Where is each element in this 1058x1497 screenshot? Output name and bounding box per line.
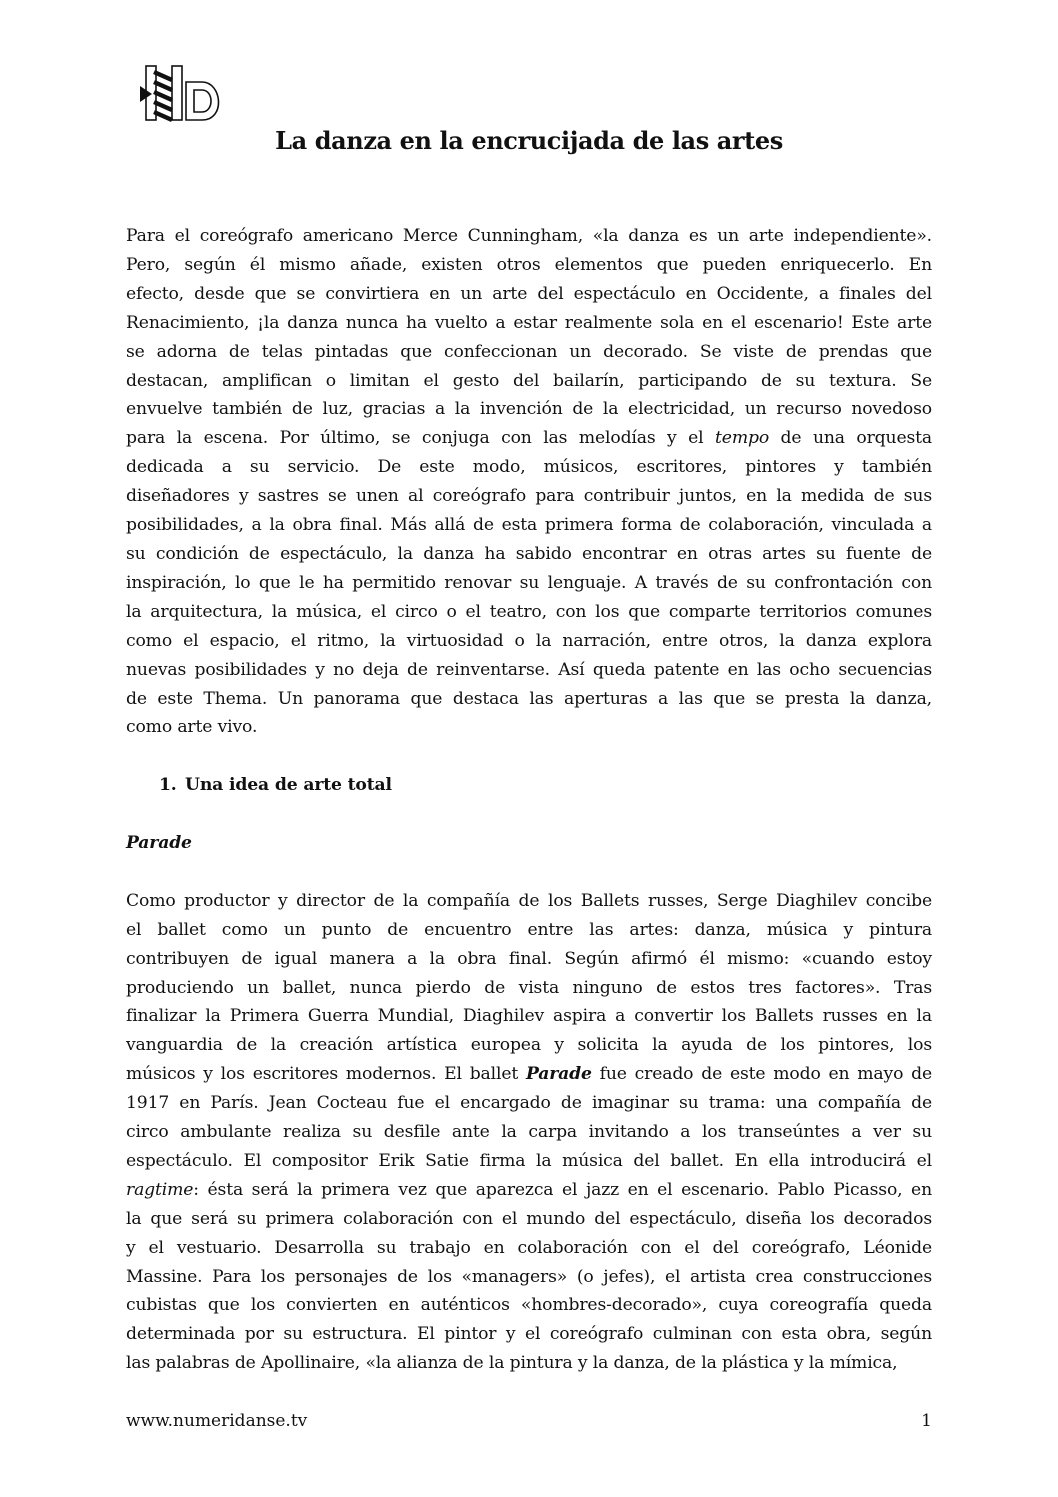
numeridanse-logo [138,62,228,124]
text-line: músicos y los escritores modernos. El ballet Parade fue creado de este modo en mayo de [126,1064,932,1085]
intro-paragraph [126,222,932,742]
text-line: y el vestuario. Desarrolla su trabajo en colaboración con el del coreógrafo, Léonide [126,1237,932,1258]
text-line: inspiración, lo que le ha permitido renovar su lenguaje. A través de su confrontación con [126,572,932,593]
text-line: destacan, amplifican o limitan el gesto del bailarín, participando de su textura. Se [126,370,932,391]
text-line: circo ambulante realiza su desfile ante la carpa invitando a los transeúntes a ver su [126,1122,932,1143]
text-line: la que será su primera colaboración con el mundo del espectáculo, diseña los decorados [126,1208,932,1229]
text-line: posibilidades, a la obra final. Más allá de esta primera forma de colaboración, vinculada a [126,515,932,536]
text-line: contribuyen de igual manera a la obra final. Según afirmó él mismo: «cuando estoy [126,948,932,969]
text-line: Para el coreógrafo americano Merce Cunningham, «la danza es un arte independiente». [126,226,932,246]
document-body [126,222,932,1378]
text-line: espectáculo. El compositor Erik Satie firma la música del ballet. En ella introducirá el [126,1150,932,1171]
text-line: nuevas posibilidades y no deja de reinventarse. Así queda patente en las ocho secuencias [126,659,932,680]
text-line: diseñadores y sastres se unen al coreógrafo para contribuir juntos, en la medida de sus [126,486,932,507]
text-line: Renacimiento, ¡la danza nunca ha vuelto a estar realmente sola en el escenario! Este arte [126,312,932,333]
text-line: el ballet como un punto de encuentro entre las artes: danza, música y pintura [126,919,932,940]
text-line: Massine. Para los personajes de los «managers» (o jefes), el artista crea construcciones [126,1266,932,1287]
text-line: Como productor y director de la compañía de los Ballets russes, Serge Diaghilev concibe [126,890,932,911]
footer-url: www.numeridanse.tv [126,1411,308,1431]
section-number: 1. [159,775,177,796]
text-line: de este Thema. Un panorama que destaca las aperturas a las que se presta la danza, [126,688,932,709]
text-line: 1917 en París. Jean Cocteau fue el encargado de imaginar su trama: una compañía de [126,1093,932,1114]
text-line: envuelve también de luz, gracias a la invención de la electricidad, un recurso novedoso [126,399,932,420]
text-line: como el espacio, el ritmo, la virtuosidad o la narración, entre otros, la danza explora [126,630,932,651]
text-line: finalizar la Primera Guerra Mundial, Diaghilev aspira a convertir los Ballets russes en la [126,1006,932,1027]
text-line: determinada por su estructura. El pintor y el coreógrafo culminan con esta obra, según [126,1324,932,1345]
text-line: Pero, según él mismo añade, existen otros elementos que pueden enriquecerlo. En [126,254,932,275]
page-number: 1 [921,1411,932,1431]
text-line: como arte vivo. [126,717,258,738]
text-line: su condición de espectáculo, la danza ha sabido encontrar en otras artes su fuente de [126,543,932,564]
text-line: vanguardia de la creación artística europea y solicita la ayuda de los pintores, los [126,1035,932,1056]
section-title: Una idea de arte total [185,775,392,796]
text-line: dedicada a su servicio. De este modo, músicos, escritores, pintores y también [126,457,932,478]
text-line: produciendo un ballet, nunca pierdo de vista ninguno de estos tres factores». Tras [126,977,932,998]
text-line: cubistas que los convierten en auténticos «hombres-decorado», cuya coreografía queda [126,1295,932,1316]
text-line: ragtime: ésta será la primera vez que aparezca el jazz en el escenario. Pablo Picasso, en [126,1179,932,1200]
body-paragraph [126,887,932,1378]
document-title: La danza en la encrucijada de las artes [275,126,783,155]
text-line: efecto, desde que se convirtiera en un arte del espectáculo en Occidente, a finales del [126,283,932,304]
text-line: la arquitectura, la música, el circo o el teatro, con los que comparte territorios comunes [126,601,932,622]
text-line: las palabras de Apollinaire, «la alianza de la pintura y la danza, de la plástica y la mímica, [126,1353,898,1374]
text-line: se adorna de telas pintadas que confeccionan un decorado. Se viste de prendas que [126,341,932,362]
text-line: para la escena. Por último, se conjuga con las melodías y el tempo de una orquesta [126,428,932,449]
section-heading [126,771,932,800]
subsection-title: Parade [126,833,192,853]
